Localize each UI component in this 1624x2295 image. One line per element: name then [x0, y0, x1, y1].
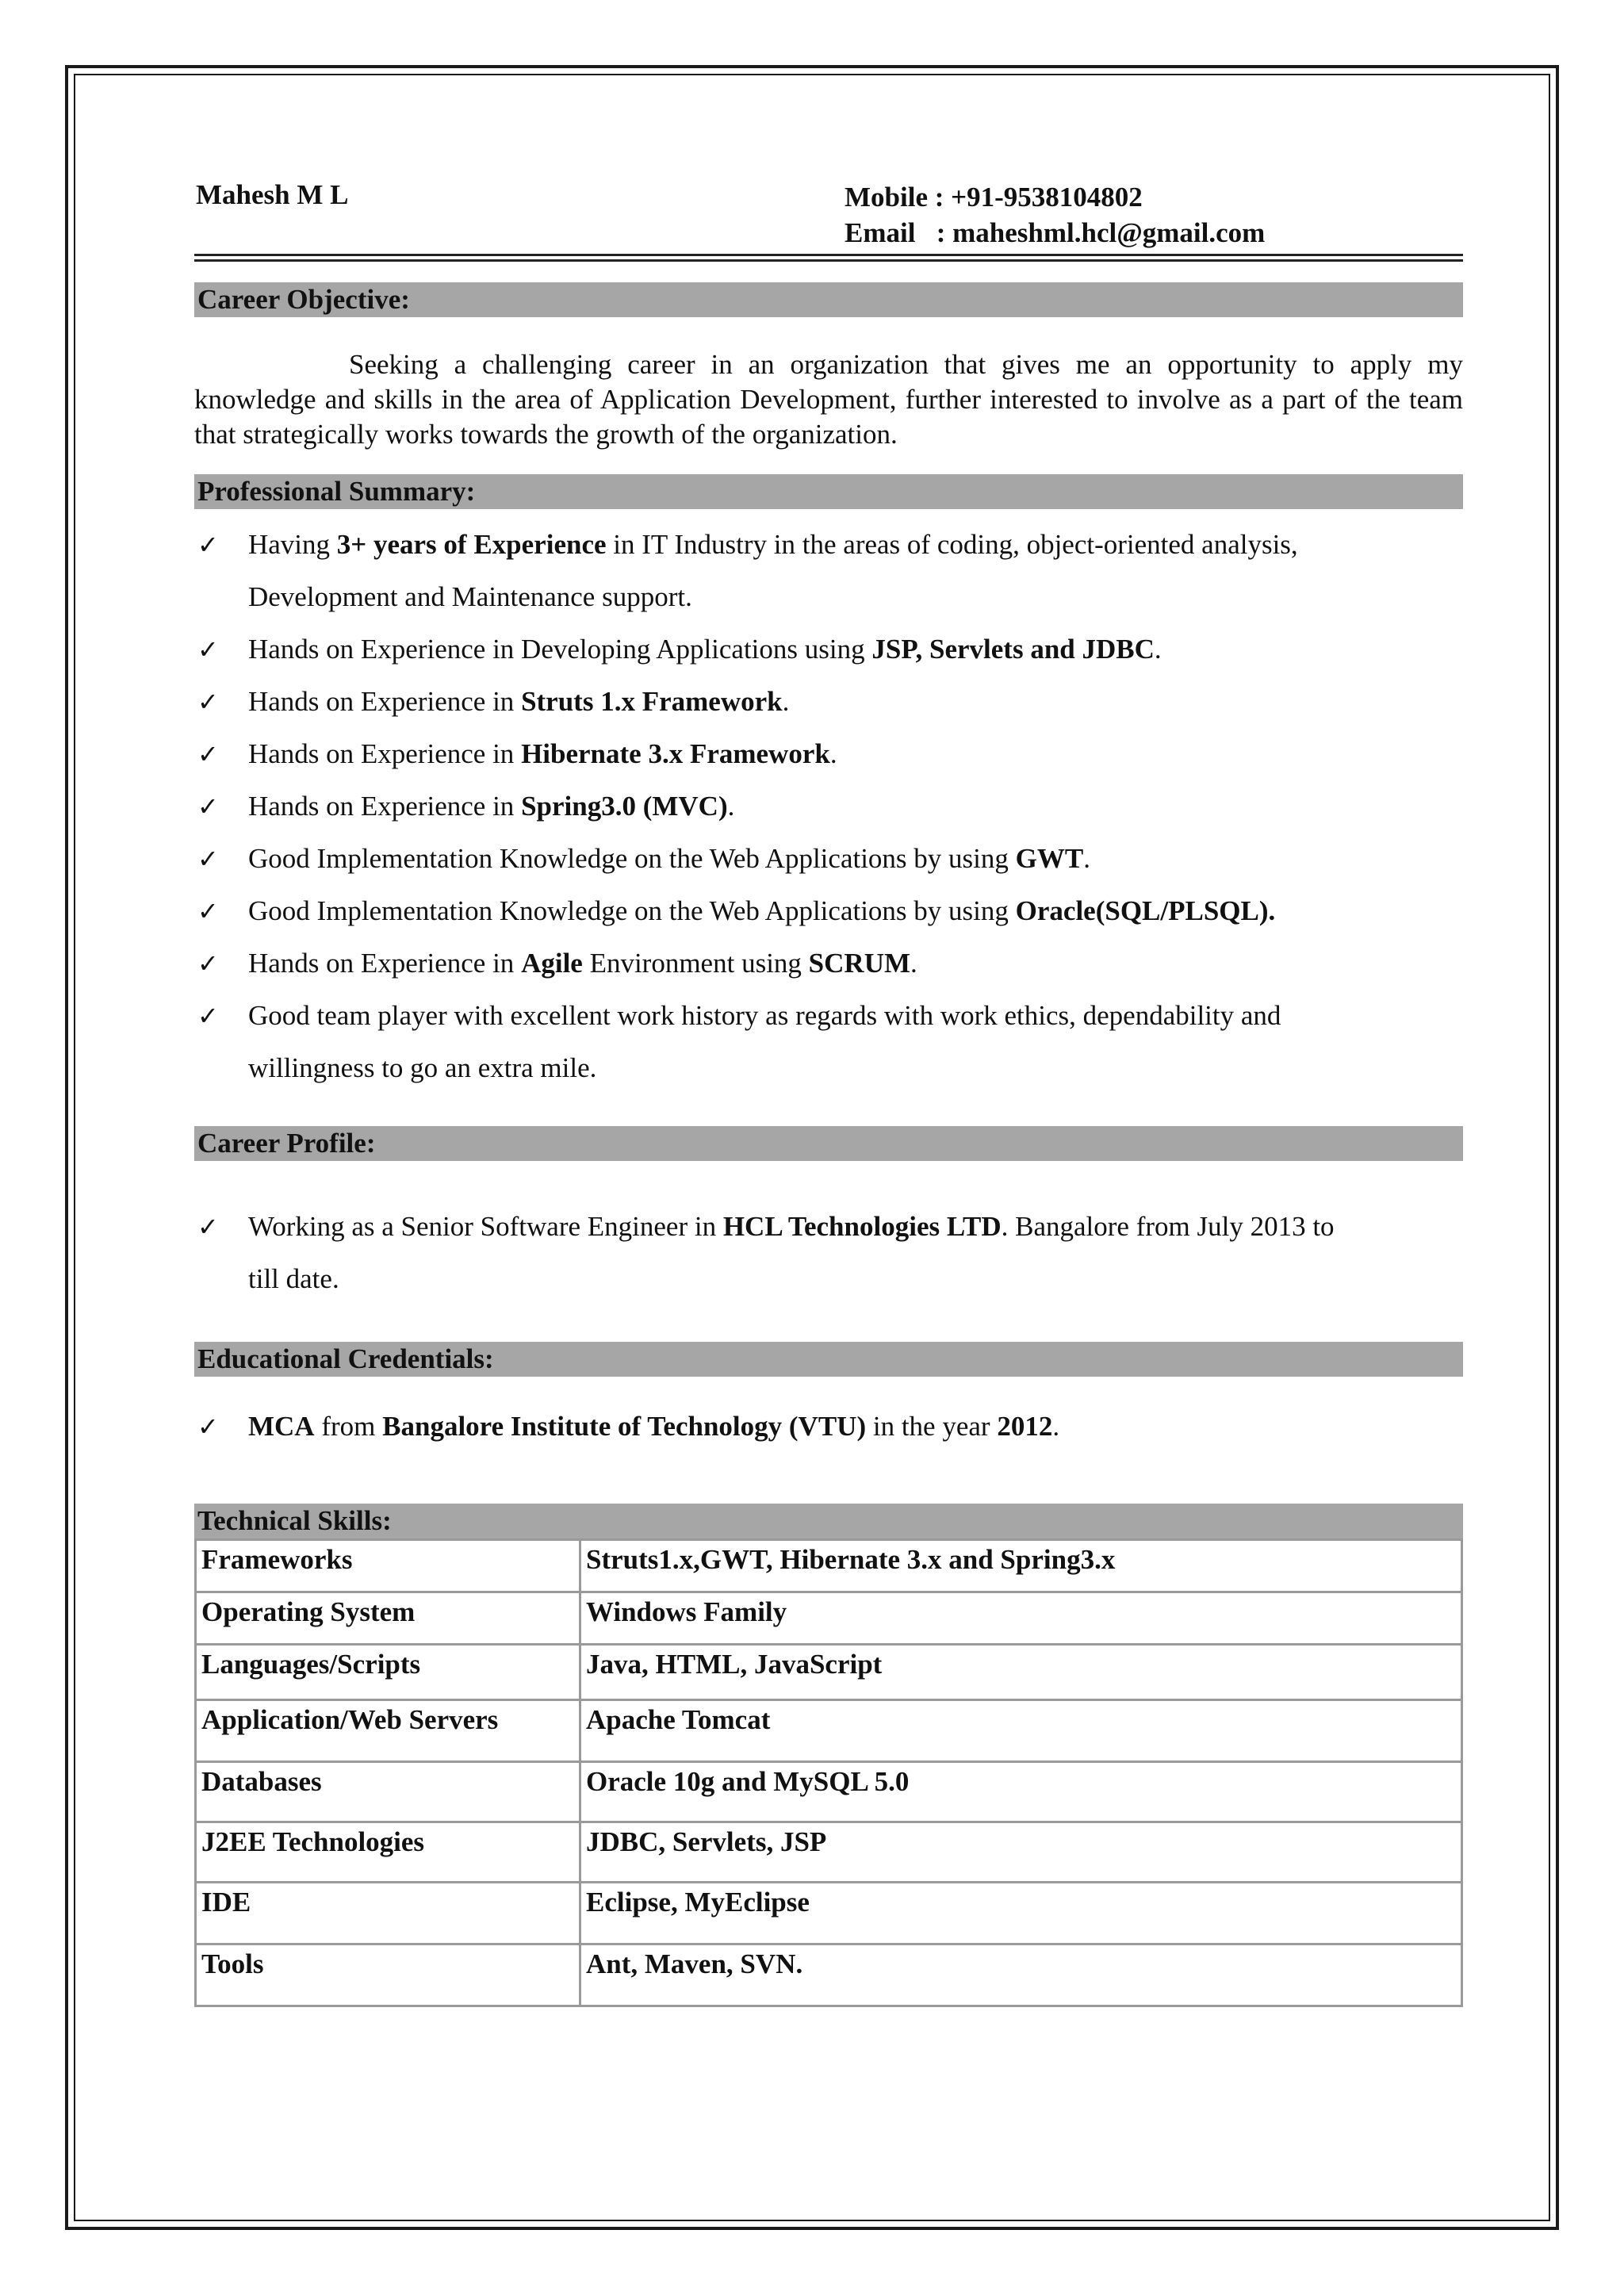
- skill-value: JDBC, Servlets, JSP: [580, 1822, 1462, 1883]
- email-row: Email : maheshml.hcl@gmail.com: [845, 217, 1266, 248]
- professional-summary-list: [194, 519, 1463, 1094]
- list-item: [194, 676, 1463, 728]
- checkmark-icon: ✓: [197, 896, 219, 926]
- table-row: [196, 1592, 1462, 1645]
- text: Hands on Experience in: [248, 948, 522, 979]
- text: Having: [248, 529, 337, 560]
- text: till date.: [248, 1263, 339, 1294]
- bold-text: Bangalore Institute of Technology (VTU): [382, 1411, 867, 1442]
- skill-category: Frameworks: [196, 1540, 580, 1592]
- mobile-value: +91-9538104802: [951, 182, 1143, 213]
- objective-paragraph: Seeking a challenging career in an organization that gives me an opportunity to apply my knowledge and skills in the area of Application Development, further interested to involve as a part of the team that strategically works towards the growth of the organization.: [194, 349, 1463, 450]
- list-item: [194, 728, 1463, 780]
- text: Good Implementation Knowledge on the Web Applications by using: [248, 843, 1016, 874]
- text: .: [727, 791, 735, 822]
- text: .: [1083, 843, 1090, 874]
- list-item: [194, 780, 1463, 833]
- text: Development and Maintenance support.: [248, 581, 692, 612]
- table-row: [196, 1944, 1462, 2006]
- bold-text: HCL Technologies LTD: [722, 1211, 1002, 1242]
- skill-category: J2EE Technologies: [196, 1822, 580, 1883]
- list-item: [194, 833, 1463, 885]
- skill-value: Eclipse, MyEclipse: [580, 1883, 1462, 1944]
- bold-text: 2012: [997, 1411, 1053, 1442]
- bold-text: Oracle(SQL/PLSQL).: [1015, 895, 1276, 926]
- technical-skills-heading: Technical Skills:: [194, 1504, 1463, 1538]
- table-row: [196, 1700, 1462, 1762]
- list-item: [194, 990, 1463, 1094]
- checkmark-icon: ✓: [197, 1001, 219, 1031]
- bold-text: Hibernate 3.x Framework: [521, 738, 830, 769]
- text: .: [1052, 1411, 1060, 1442]
- skill-value: Ant, Maven, SVN.: [580, 1944, 1462, 2006]
- text: .: [910, 948, 917, 979]
- resume-content: [194, 174, 1463, 2007]
- bold-text: Spring3.0 (MVC): [521, 791, 728, 822]
- skill-category: IDE: [196, 1883, 580, 1944]
- table-row: [196, 1822, 1462, 1883]
- skill-category: Application/Web Servers: [196, 1700, 580, 1762]
- table-row: [196, 1540, 1462, 1592]
- bold-text: SCRUM: [808, 948, 910, 979]
- resume-header: [194, 174, 1463, 254]
- skill-value: Apache Tomcat: [580, 1700, 1462, 1762]
- checkmark-icon: ✓: [197, 1412, 219, 1442]
- professional-summary-heading: Professional Summary:: [194, 474, 1463, 509]
- skill-value: Struts1.x,GWT, Hibernate 3.x and Spring3.x: [580, 1540, 1462, 1592]
- mobile-label: Mobile: [845, 182, 928, 213]
- checkmark-icon: ✓: [197, 634, 219, 665]
- text: .: [1154, 634, 1162, 665]
- candidate-name: Mahesh M L: [196, 179, 349, 210]
- checkmark-icon: ✓: [197, 791, 219, 822]
- text: Working as a Senior Software Engineer in: [248, 1211, 723, 1242]
- text: Hands on Experience in: [248, 686, 522, 717]
- email-value[interactable]: maheshml.hcl@gmail.com: [952, 217, 1266, 248]
- text: from: [314, 1411, 383, 1442]
- mobile-row: Mobile : +91-9538104802: [845, 182, 1143, 213]
- checkmark-icon: ✓: [197, 530, 219, 560]
- text: .: [829, 738, 837, 769]
- skill-category: Languages/Scripts: [196, 1645, 580, 1700]
- list-item: [194, 623, 1463, 676]
- text: in the year: [866, 1411, 998, 1442]
- skill-value: Oracle 10g and MySQL 5.0: [580, 1762, 1462, 1822]
- text: Hands on Experience in Developing Applications using: [248, 634, 872, 665]
- career-profile-list: [194, 1201, 1463, 1305]
- skill-value: Java, HTML, JavaScript: [580, 1645, 1462, 1700]
- text: in IT Industry in the areas of coding, object-oriented analysis,: [606, 529, 1298, 560]
- bold-text: Struts 1.x Framework: [521, 686, 783, 717]
- education-list: [194, 1400, 1463, 1453]
- text: willingness to go an extra mile.: [248, 1052, 597, 1083]
- skill-category: Tools: [196, 1944, 580, 2006]
- career-objective-text: [194, 347, 1463, 452]
- list-item: [194, 937, 1463, 990]
- checkmark-icon: ✓: [197, 1212, 219, 1242]
- checkmark-icon: ✓: [197, 687, 219, 717]
- checkmark-icon: ✓: [197, 948, 219, 979]
- text: Good team player with excellent work history as regards with work ethics, dependability and: [248, 1000, 1281, 1031]
- list-item: [194, 1400, 1463, 1453]
- checkmark-icon: ✓: [197, 739, 219, 769]
- bold-text: MCA: [248, 1411, 315, 1442]
- header-divider: [194, 254, 1463, 262]
- text: Hands on Experience in: [248, 791, 522, 822]
- bold-text: Agile: [521, 948, 583, 979]
- email-label: Email: [845, 217, 916, 248]
- bold-text: 3+ years of Experience: [336, 529, 607, 560]
- text: Good Implementation Knowledge on the Web Applications by using: [248, 895, 1016, 926]
- education-heading: Educational Credentials:: [194, 1342, 1463, 1377]
- list-item: [194, 519, 1463, 623]
- skill-category: Databases: [196, 1762, 580, 1822]
- checkmark-icon: ✓: [197, 844, 219, 874]
- bold-text: JSP, Servlets and JDBC: [871, 634, 1155, 665]
- skill-value: Windows Family: [580, 1592, 1462, 1645]
- text: . Bangalore from July 2013 to: [1001, 1211, 1335, 1242]
- text: .: [782, 686, 790, 717]
- table-row: [196, 1883, 1462, 1944]
- skill-category: Operating System: [196, 1592, 580, 1645]
- career-objective-heading: Career Objective:: [194, 282, 1463, 317]
- table-row: [196, 1645, 1462, 1700]
- bold-text: GWT: [1015, 843, 1084, 874]
- table-row: [196, 1762, 1462, 1822]
- contact-block: [845, 179, 1265, 251]
- list-item: [194, 885, 1463, 937]
- list-item: [194, 1201, 1463, 1305]
- technical-skills-table: [194, 1538, 1463, 2007]
- text: Hands on Experience in: [248, 738, 522, 769]
- text: Environment using: [582, 948, 809, 979]
- career-profile-heading: Career Profile:: [194, 1126, 1463, 1161]
